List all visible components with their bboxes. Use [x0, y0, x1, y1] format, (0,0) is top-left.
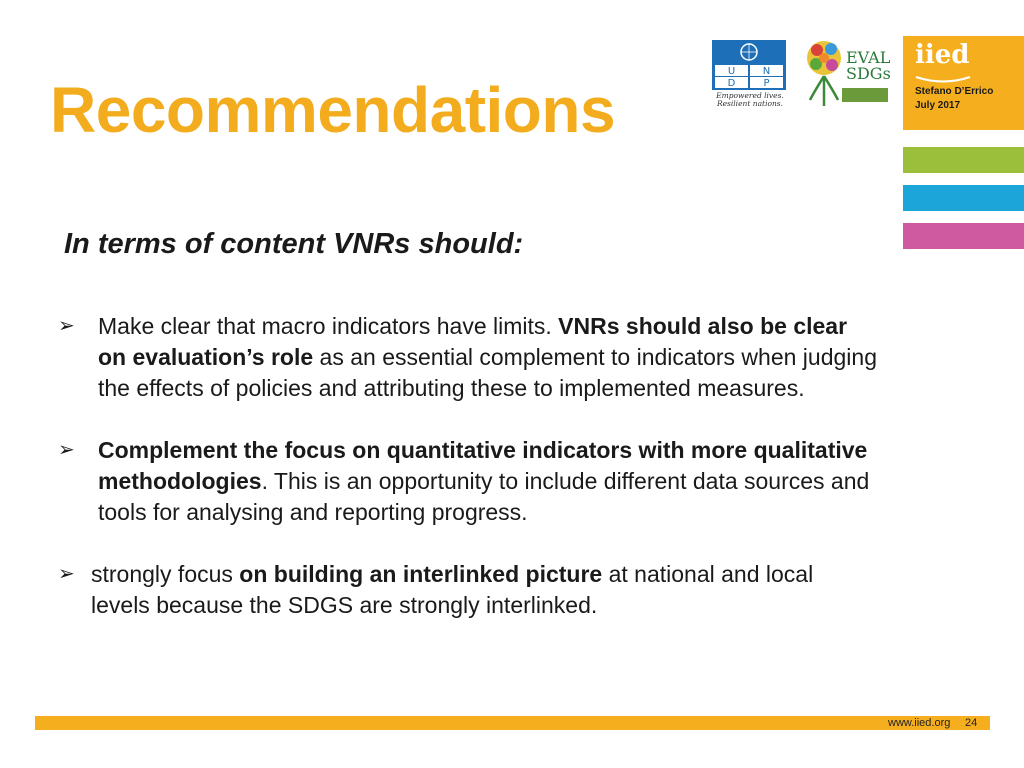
- author-name: Stefano D’Errico: [915, 86, 994, 97]
- undp-logo: [700, 40, 800, 108]
- arrow-bullet-icon: ➢: [58, 315, 75, 337]
- undp-caption-line: Resilient nations.: [716, 99, 784, 108]
- bullet-text-bold: VNRs should also be clear on evaluation’s role: [98, 313, 848, 370]
- evalsdgs-line: SDGs: [846, 64, 891, 83]
- bullet-text: [91, 559, 878, 621]
- evalsdgs-logo: [804, 36, 890, 108]
- presentation-date: July 2017: [915, 100, 961, 111]
- author-info: [915, 85, 993, 113]
- blue-stripe: [903, 185, 1024, 211]
- bullet-text-part: strongly focus: [91, 561, 240, 587]
- bullet-item: [58, 435, 878, 528]
- iied-brand-box: [903, 36, 1024, 130]
- evalsdgs-wordmark: [846, 50, 891, 82]
- bullet-item: [58, 311, 878, 404]
- bullet-text-bold: on building an interlinked picture: [239, 561, 603, 587]
- bullet-item: [58, 559, 878, 621]
- bullet-text-part: . This is an opportunity to include different data sources and tools for analysing and reporting progress.: [98, 468, 870, 525]
- undp-letter: N: [762, 66, 771, 77]
- slide-title: Recommendations: [50, 74, 616, 146]
- evalsdgs-line: EVAL: [846, 48, 891, 67]
- arrow-bullet-icon: ➢: [58, 439, 75, 461]
- bullet-list: [58, 311, 878, 621]
- bullet-text: [98, 435, 878, 528]
- bullet-text: [98, 311, 878, 404]
- iied-swoosh-icon: [915, 74, 971, 84]
- green-stripe: [903, 147, 1024, 173]
- page-number: 24: [965, 717, 978, 729]
- undp-caption: [700, 92, 800, 108]
- arrow-bullet-icon: ➢: [58, 563, 75, 585]
- globe-icon: [804, 36, 844, 108]
- bullet-text-part: as an essential complement to indicators when judging the effects of policies and attributing these to implemented measures.: [98, 344, 877, 401]
- undp-letter: D: [727, 78, 736, 89]
- bullet-text-part: at national and local levels because the SDGS are strongly interlinked.: [91, 561, 814, 618]
- footer-bar: [35, 716, 990, 730]
- iied-logo: iied: [915, 40, 970, 70]
- bullet-text-part: Make clear that macro indicators have limits.: [98, 313, 559, 339]
- undp-letter: U: [727, 66, 736, 77]
- pink-stripe: [903, 223, 1024, 249]
- undp-letter: P: [763, 78, 770, 89]
- slide-subtitle: In terms of content VNRs should:: [64, 228, 524, 260]
- evalsdgs-tagline-badge: [842, 88, 888, 102]
- undp-caption-line: Empowered lives.: [716, 91, 784, 100]
- undp-emblem-icon: [712, 40, 786, 90]
- bullet-text-bold: Complement the focus on quantitative indicators with more qualitative methodologies: [98, 437, 868, 494]
- footer-url: www.iied.org: [888, 717, 951, 729]
